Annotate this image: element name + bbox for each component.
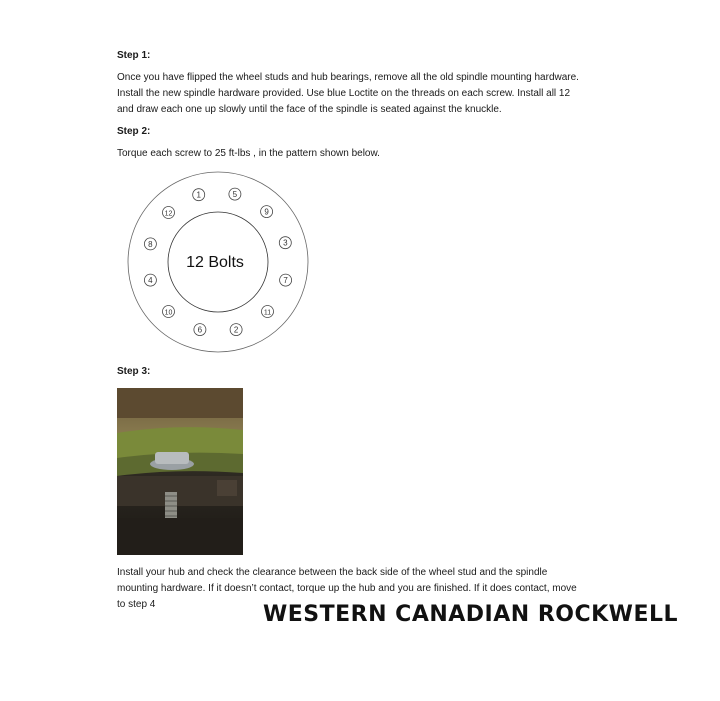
step3-line: mounting hardware. If it doesn’t contact, torque up the hub and you are finished. If it does contact, move xyxy=(117,583,577,594)
step1-line: Once you have flipped the wheel studs and hub bearings, remove all the old spindle mounting hardware. xyxy=(117,72,579,83)
bolt-number: 12 xyxy=(164,210,173,218)
hub-photo xyxy=(117,388,243,555)
step2-text: Torque each screw to 25 ft-lbs , in the pattern shown below. xyxy=(117,148,380,159)
hub-photo-image xyxy=(117,388,243,555)
step3-line: Install your hub and check the clearance between the back side of the wheel stud and the spindle xyxy=(117,567,548,578)
step1-line: Install the new spindle hardware provided. Use blue Loctite on the threads on each screw. Install all 12 xyxy=(117,88,571,99)
bolt-number: 2 xyxy=(233,325,239,335)
step3-line: to step 4 xyxy=(117,599,156,610)
step1-heading: Step 1: xyxy=(117,50,151,61)
bolt-number: 11 xyxy=(263,309,272,317)
bolt-number: 5 xyxy=(232,190,238,200)
bolt-number: 3 xyxy=(283,238,288,248)
bolt-number: 6 xyxy=(197,325,203,335)
bolt-number: 7 xyxy=(283,276,288,286)
brand-wordmark: WESTERN CANADIAN ROCKWELL xyxy=(263,602,679,627)
bolt-number: 1 xyxy=(196,190,201,200)
center-label: 12 Bolts xyxy=(186,254,244,271)
bolt-pattern-diagram xyxy=(126,170,310,354)
step2-heading: Step 2: xyxy=(117,126,151,137)
bolt-number: 4 xyxy=(148,276,153,286)
step3-heading: Step 3: xyxy=(117,366,151,377)
bolt-number: 9 xyxy=(264,207,269,217)
bolt-number: 8 xyxy=(148,239,153,249)
step1-text xyxy=(117,70,617,118)
bolt-number: 10 xyxy=(164,309,173,317)
step1-line: and draw each one up slowly until the face of the spindle is seated against the knuckle. xyxy=(117,104,502,115)
